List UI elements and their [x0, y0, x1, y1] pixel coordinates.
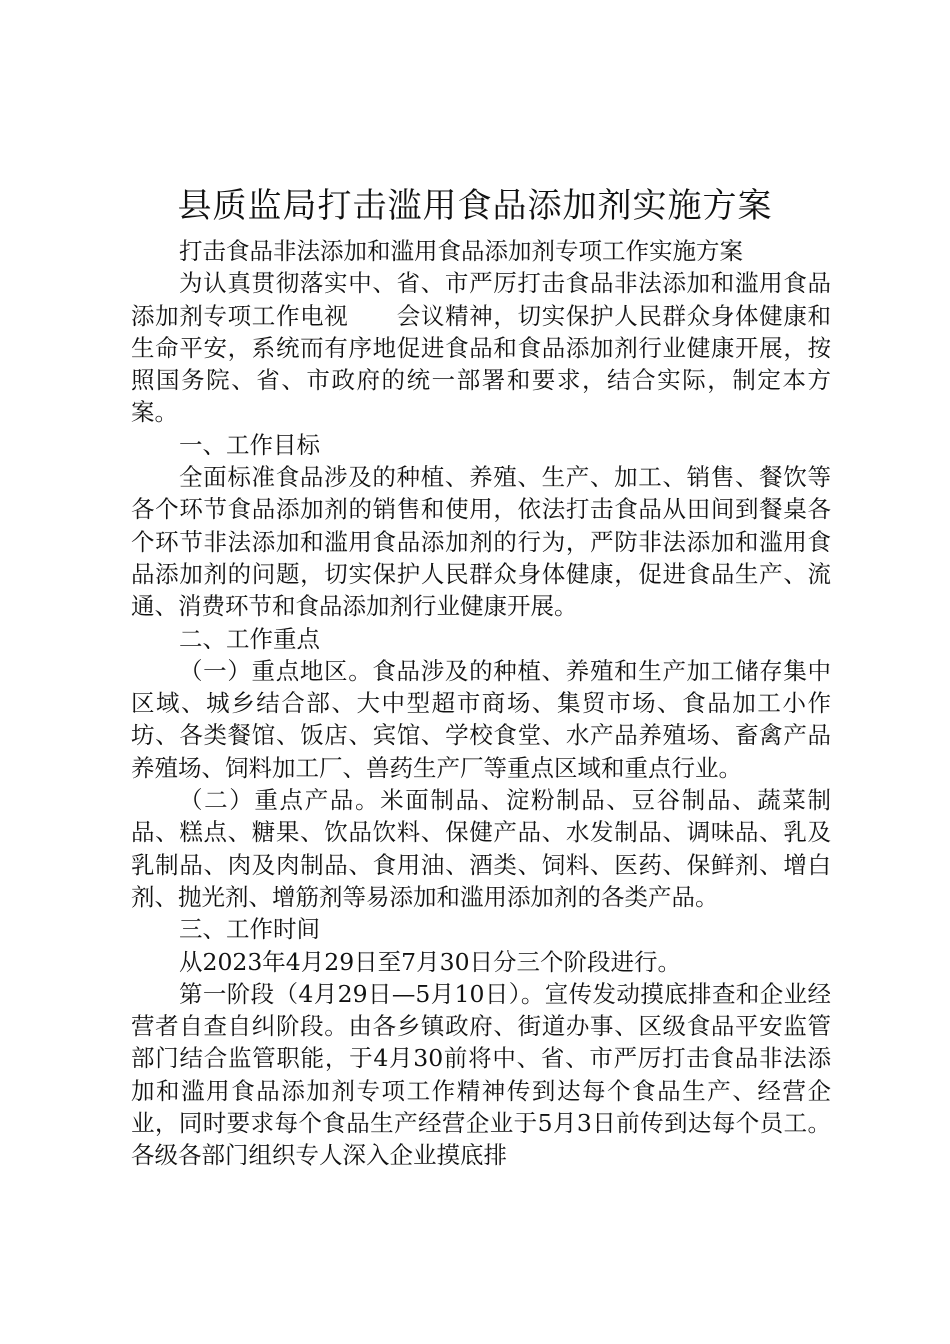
- document-title: 县质监局打击滥用食品添加剂实施方案: [177, 186, 773, 226]
- focus-areas-paragraph: （一）重点地区。食品涉及的种植、养殖和生产加工储存集中区域、城乡结合部、大中型超市商场、集贸市场、食品加工小作坊、各类餐馆、饭店、宾馆、学校食堂、水产品养殖场、畜禽产品养殖场、饲料加工厂、兽药生产厂等重点区域和重点行业。: [131, 656, 831, 782]
- focus-products-paragraph: （二）重点产品。米面制品、淀粉制品、豆谷制品、蔬菜制品、糕点、糖果、饮品饮料、保健产品、水发制品、调味品、乳及乳制品、肉及肉制品、食用油、酒类、饲料、医药、保鲜剂、增白剂、抛光剂、增筋剂等易添加和滥用添加剂的各类产品。: [131, 786, 831, 911]
- phase-one-paragraph: 第一阶段（4月29日—5月10日）。宣传发动摸底排查和企业经营者自查自纠阶段。由各乡镇政府、街道办事、区级食品平安监管部门结合监管职能，于4月30前将中、省、市严厉打击食品非法添加和滥用食品添加剂专项工作精神传到达每个食品生产、经营企业，同时要求每个食品生产经营企业于5月3日前传到达每个员工。各级各部门组织专人深入企业摸底排: [131, 979, 831, 1170]
- intro-paragraph: 为认真贯彻落实中、省、市严厉打击食品非法添加和滥用食品添加剂专项工作电视 会议精神，切实保护人民群众身体健康和生命平安，系统而有序地促进食品和食品添加剂行业健康开展，按照国务院、省、市政府的统一部署和要求，结合实际，制定本方案。: [131, 269, 831, 427]
- section-heading-focus: 二、工作重点: [179, 624, 320, 653]
- section-heading-goals: 一、工作目标: [179, 430, 320, 459]
- goals-paragraph: 全面标准食品涉及的种植、养殖、生产、加工、销售、餐饮等各个环节食品添加剂的销售和使用，依法打击食品从田间到餐桌各个环节非法添加和滥用食品添加剂的行为，严防非法添加和滥用食品添加剂的问题，切实保护人民群众身体健康，促进食品生产、流通、消费环节和食品添加剂行业健康开展。: [131, 463, 831, 621]
- schedule-paragraph: 从2023年4月29日至7月30日分三个阶段进行。: [179, 947, 682, 976]
- section-heading-schedule: 三、工作时间: [179, 915, 320, 944]
- document-body: [131, 235, 831, 1172]
- subtitle-paragraph: 打击食品非法添加和滥用食品添加剂专项工作实施方案: [179, 237, 743, 265]
